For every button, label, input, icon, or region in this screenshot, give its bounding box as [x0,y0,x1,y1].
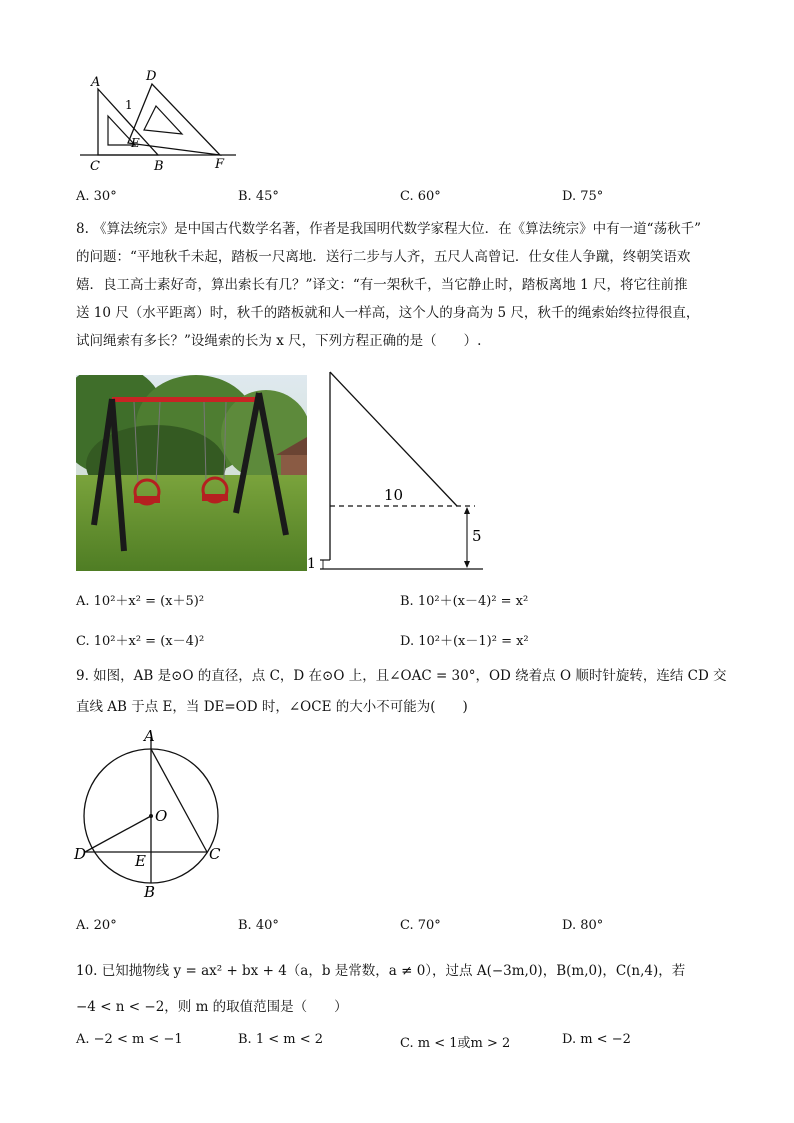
q9-radius-od [85,816,151,852]
q9-center-dot [149,814,153,818]
q8-height-arrow-bottom [464,561,470,568]
q10-line-1: 10. 已知抛物线 y = ax² + bx + 4（a，b 是常数，a ≠ 0），过点 A(−3m,0)，B(m,0)，C(n,4)，若 [76,963,686,979]
q8-line-2: 的问题：“平地秋千未起，踏板一尺离地．送行二步与人齐，五尺人高曾记．仕女佳人争蹴，终朝笑语欢 [76,249,691,265]
q8-option-d: D. 10²＋(x－1)² = x² [400,634,529,649]
q9-label-o: O [155,807,168,825]
q8-line-4: 送 10 尺（水平距离）时，秋千的踏板就和人一样高，这个人的身高为 5 尺，秋千的绳索始终拉得很直， [76,305,700,321]
q9-label-c: C [209,845,221,863]
q9-label-b: B [144,883,156,901]
q8-line-1: 8. 《算法统宗》是中国古代数学名著，作者是我国明代数学家程大位．在《算法统宗》中有一道“荡秋千” [76,221,701,237]
q7-triangle-def [128,84,220,155]
q8-label-5: 5 [472,527,482,545]
q9-label-d: D [74,845,87,863]
q9-option-a: A. 20° [76,918,117,933]
q8-line-3: 嬉．良工高士素好奇，算出索长有几？”译文：“有一架秋千，当它静止时，踏板离地 1 尺，将它往前推 [76,277,688,293]
q8-label-1: 1 [307,556,316,572]
q7-option-c: C. 60° [400,189,441,204]
q9-chord-ac [151,749,207,852]
photo-seat-1-base [134,496,160,503]
q8-line-5: 试问绳索有多长？”设绳索的长为 x 尺，下列方程正确的是（ ）. [76,333,482,349]
q7-label-c: C [90,159,100,174]
q7-label-e: E [131,136,140,150]
q9-option-c: C. 70° [400,918,441,933]
photo-lawn [76,475,307,571]
q8-option-a: A. 10²＋x² = (x＋5)² [76,594,205,609]
q10-option-c: C. m < 1或m > 2 [400,1036,511,1051]
q7-option-a: A. 30° [76,189,117,204]
q8-question-text [76,215,726,355]
q9-circle-diagram [72,725,232,905]
q9-line-2: 直线 AB 于点 E，当 DE=OD 时，∠OCE 的大小不可能为( ) [76,699,468,715]
q9-question-text [76,662,726,721]
q7-label-b: B [154,159,164,174]
q7-option-d: D. 75° [562,189,604,204]
q7-label-angle-1: 1 [125,98,133,112]
q9-line-1: 9. 如图，AB 是⊙O 的直径，点 C，D 在⊙O 上，且∠OAC = 30°，OD 绕着点 O 顺时针旋转，连结 CD 交 [76,668,727,684]
q7-option-b: B. 45° [238,189,279,204]
q7-label-f: F [215,157,225,172]
q9-label-a: A [144,727,155,745]
q8-swing-photo [76,375,307,571]
photo-top-beam [112,397,262,402]
q8-label-10: 10 [384,486,404,504]
q8-option-b: B. 10²＋(x－4)² = x² [400,594,529,609]
q7-label-a: A [91,75,101,90]
q10-option-b: B. 1 < m < 2 [238,1032,324,1047]
q8-diagram [305,370,485,576]
q7-figure [76,64,242,174]
q8-height-arrow-top [464,507,470,514]
q9-label-e: E [135,852,146,870]
q9-option-d: D. 80° [562,918,604,933]
q7-label-d: D [146,69,157,84]
q8-option-c: C. 10²＋x² = (x－4)² [76,634,205,649]
q10-line-2: −4 < n < −2，则 m 的取值范围是（ ） [76,999,348,1015]
photo-seat-2-base [202,494,228,501]
q10-option-d: D. m < −2 [562,1032,631,1047]
q9-option-b: B. 40° [238,918,279,933]
q10-question-text [76,957,726,1021]
q10-option-a: A. −2 < m < −1 [76,1032,183,1047]
